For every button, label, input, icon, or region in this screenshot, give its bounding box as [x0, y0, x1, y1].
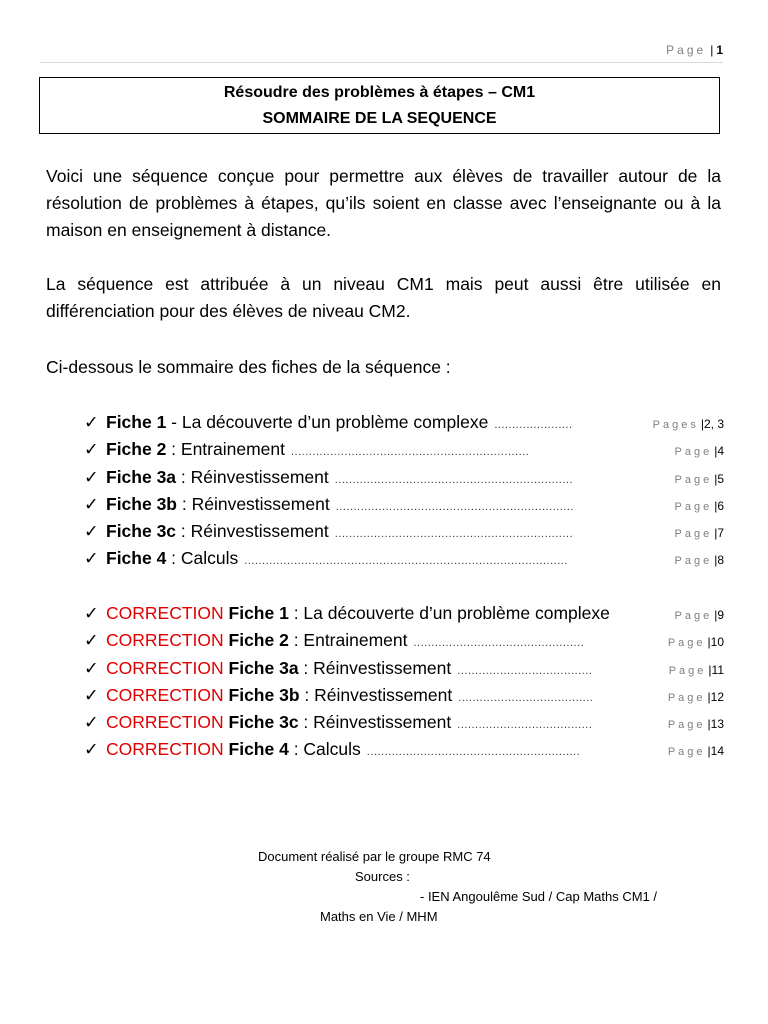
toc-fiche: Fiche 3b: [228, 684, 300, 705]
toc-page-label: Page: [667, 719, 706, 732]
toc-desc: - La découverte d’un problème complexe: [166, 412, 489, 432]
toc-fiche: Fiche 4: [106, 548, 167, 569]
toc-correction-item: [84, 682, 724, 709]
toc-page-label: Page: [667, 746, 706, 759]
toc-leader: ...................................................................: [335, 500, 574, 513]
page-separator: |: [710, 43, 714, 57]
toc-page-number: |9: [714, 608, 724, 622]
toc-fiche: Fiche 3a: [228, 657, 299, 678]
intro-paragraph-2: La séquence est attribuée à un niveau CM1 mais peut aussi être utilisée en différenciation pour des élèves de niveau CM2.: [46, 274, 721, 321]
toc-item: [84, 518, 724, 545]
check-icon: ✓: [84, 603, 99, 623]
toc-fiche: Fiche 2: [228, 630, 289, 651]
toc-fiche: Fiche 3c: [228, 712, 299, 733]
toc-page-number: |7: [714, 526, 724, 541]
correction-label: CORRECTION: [106, 657, 224, 678]
toc-page-number: |10: [707, 635, 724, 650]
toc-item: [84, 464, 724, 491]
toc-page-number: |11: [708, 662, 724, 677]
toc-page-label: Page: [667, 637, 706, 650]
check-icon: ✓: [84, 412, 99, 432]
toc-leader: ......................: [494, 419, 573, 431]
toc-page-label: Page: [674, 446, 713, 459]
toc-fiche: Fiche 3b: [106, 493, 177, 514]
correction-label: CORRECTION: [106, 603, 224, 623]
title-box: [39, 77, 720, 134]
toc-fiche: Fiche 3a: [106, 466, 177, 487]
footer-sources-line1: - IEN Angoulême Sud / Cap Maths CM1 /: [420, 889, 657, 904]
toc-page-number: |5: [714, 471, 724, 486]
document-subtitle: SOMMAIRE DE LA SEQUENCE: [262, 110, 497, 127]
toc-leader: ......................................: [457, 719, 593, 732]
toc-corrections-list: [84, 600, 724, 764]
toc-page-number: |14: [707, 744, 724, 759]
check-icon: ✓: [84, 630, 99, 651]
toc-leader: ...................................................................: [290, 446, 530, 459]
toc-page-label: Page: [674, 500, 713, 513]
correction-label: CORRECTION: [106, 712, 224, 733]
toc-fiche: Fiche 4: [228, 739, 289, 760]
correction-label: CORRECTION: [106, 630, 224, 651]
intro-paragraph-1: Voici une séquence conçue pour permettre aux élèves de travailler autour de la résolution de problèmes à étapes, qu’ils soient en classe avec l’enseignante ou à la maison en enseignement à distance.: [46, 166, 721, 240]
toc-fiche: Fiche 1: [106, 412, 167, 432]
toc-desc: : Réinvestissement: [299, 684, 453, 705]
toc-fiche: Fiche 1: [228, 603, 289, 623]
document-title: Résoudre des problèmes à étapes – CM1: [223, 84, 536, 101]
toc-correction-item: [84, 600, 724, 627]
toc-correction-item: [84, 627, 724, 654]
check-icon: ✓: [84, 548, 99, 569]
toc-page-number: |8: [714, 553, 724, 568]
toc-item: [84, 545, 724, 572]
toc-page-label: Page: [668, 664, 707, 677]
toc-item: [84, 491, 724, 518]
toc-desc: : Calculs: [288, 739, 361, 760]
toc-item: [84, 436, 724, 463]
toc-desc: : Réinvestissement: [176, 466, 329, 487]
page-header: [666, 43, 723, 57]
footer-sources-label: Sources :: [355, 869, 410, 884]
toc-page-label: Page: [674, 555, 713, 568]
toc-desc: : Entrainement: [288, 630, 408, 651]
header-rule: [40, 62, 723, 63]
check-icon: ✓: [84, 712, 99, 733]
toc-page-label: Page: [674, 473, 713, 486]
check-icon: ✓: [84, 684, 99, 705]
toc-page-label: Pages: [652, 419, 699, 431]
correction-label: CORRECTION: [106, 684, 224, 705]
toc-fiches-list: [84, 409, 724, 573]
toc-fiche: Fiche 2: [106, 439, 167, 460]
toc-leader: ......................................: [458, 691, 594, 704]
toc-correction-item: [84, 736, 724, 763]
toc-correction-item: [84, 709, 724, 736]
check-icon: ✓: [84, 466, 99, 487]
toc-leader: ...................................................................: [334, 528, 574, 541]
toc-leader: ............................................................: [366, 746, 581, 759]
toc-page-label: Page: [674, 528, 713, 541]
correction-label: CORRECTION: [106, 739, 224, 760]
toc-desc: : La découverte d’un problème complexe: [288, 603, 610, 623]
toc-leader: ...................................................................: [334, 473, 574, 486]
toc-leader: ......................................: [457, 664, 593, 677]
toc-desc: : Entrainement: [166, 439, 285, 460]
toc-page-number: |12: [707, 689, 724, 704]
toc-page-number: |6: [714, 498, 724, 513]
toc-page-label: Page: [667, 691, 706, 704]
toc-desc: : Réinvestissement: [298, 657, 452, 678]
toc-desc: : Réinvestissement: [176, 521, 329, 542]
check-icon: ✓: [84, 493, 99, 514]
toc-desc: : Réinvestissement: [177, 493, 330, 514]
page-number: 1: [716, 43, 723, 57]
toc-page-number: |13: [707, 717, 724, 732]
check-icon: ✓: [84, 521, 99, 542]
toc-correction-item: [84, 655, 724, 682]
toc-leader: ...........................................................................................: [244, 555, 568, 568]
page-label: Page: [666, 43, 707, 57]
footer-sources-line2: Maths en Vie / MHM: [320, 909, 438, 924]
toc-item: [84, 409, 724, 436]
toc-fiche: Fiche 3c: [106, 521, 177, 542]
toc-desc: : Réinvestissement: [298, 712, 452, 733]
toc-page-number: |2, 3: [700, 417, 724, 431]
footer-credit: Document réalisé par le groupe RMC 74: [258, 849, 491, 864]
intro-paragraph-3: Ci-dessous le sommaire des fiches de la séquence :: [46, 357, 451, 377]
check-icon: ✓: [84, 657, 99, 678]
toc-leader: ................................................: [413, 637, 585, 650]
check-icon: ✓: [84, 439, 99, 460]
toc-page-number: |4: [714, 444, 724, 459]
toc-desc: : Calculs: [166, 548, 239, 569]
check-icon: ✓: [84, 739, 99, 760]
toc-page-label: Page: [674, 610, 713, 622]
